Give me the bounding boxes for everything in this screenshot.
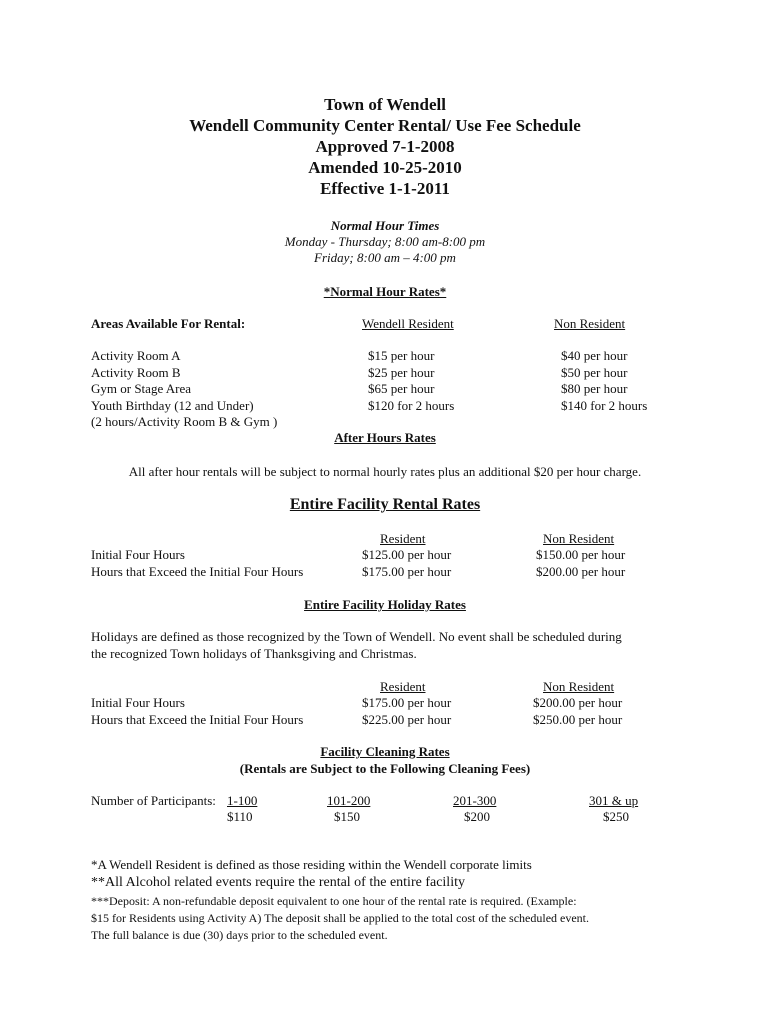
- normal-rates-heading: *Normal Hour Rates*: [323, 284, 447, 299]
- holiday-nonresident-rate: $250.00 per hour: [533, 711, 623, 727]
- holiday-nonresident-rate: $200.00 per hour: [533, 695, 623, 710]
- holiday-resident-rate: $225.00 per hour: [362, 711, 452, 727]
- area-name: Activity Room B: [91, 364, 181, 380]
- participants-range: 201-300: [453, 793, 497, 808]
- holiday-text-2: the recognized Town holidays of Thanksgiving and Christmas.: [91, 646, 417, 661]
- footnote-deposit-1: ***Deposit: A non-refundable deposit equivalent to one hour of the rental rate is required. (Example:: [91, 894, 577, 908]
- cleaning-fee: $110: [227, 809, 253, 824]
- doc-title: Town of Wendell: [324, 95, 446, 114]
- normal-hours-weekdays: Monday - Thursday; 8:00 am-8:00 pm: [284, 234, 486, 249]
- ef-resident-header: Resident: [380, 531, 426, 546]
- cleaning-heading: Facility Cleaning Rates: [320, 744, 450, 759]
- area-note: (2 hours/Activity Room B & Gym ): [91, 414, 278, 429]
- area-name: Youth Birthday (12 and Under): [91, 397, 254, 413]
- nonresident-rate: $50 per hour: [561, 364, 628, 380]
- areas-column: [91, 348, 277, 431]
- normal-hours-friday: Friday; 8:00 am – 4:00 pm: [314, 250, 456, 265]
- after-hours-heading: After Hours Rates: [334, 430, 436, 445]
- holiday-resident-header: Resident: [380, 679, 426, 694]
- nonresident-rate: $140 for 2 hours: [561, 397, 648, 413]
- nonresident-header: Non Resident: [554, 316, 626, 331]
- cleaning-fee: $150: [334, 809, 360, 824]
- normal-hours-heading: Normal Hour Times: [330, 218, 440, 233]
- holiday-resident-rate: $175.00 per hour: [362, 695, 452, 710]
- footnote-deposit-2: $15 for Residents using Activity A) The deposit shall be applied to the total cost of the scheduled event.: [91, 911, 590, 925]
- participants-range: 1-100: [227, 793, 258, 808]
- ef-nonresident-rate: $150.00 per hour: [536, 547, 626, 562]
- holiday-heading: Entire Facility Holiday Rates: [304, 597, 466, 612]
- resident-rate: $120 for 2 hours: [368, 397, 455, 413]
- footnote-deposit-3: The full balance is due (30) days prior to the scheduled event.: [91, 928, 388, 942]
- participants-range: 101-200: [327, 793, 371, 808]
- holiday-row-label: Initial Four Hours: [91, 695, 185, 710]
- ef-resident-rate: $125.00 per hour: [362, 547, 452, 562]
- resident-header: Wendell Resident: [362, 316, 454, 331]
- ef-nonresident-header: Non Resident: [543, 531, 615, 546]
- approved-date: Approved 7-1-2008: [315, 137, 455, 156]
- ef-row-label: Hours that Exceed the Initial Four Hours: [91, 563, 304, 579]
- ef-row-label: Initial Four Hours: [91, 547, 185, 562]
- nonresident-rate: $80 per hour: [561, 381, 628, 396]
- entire-facility-heading: Entire Facility Rental Rates: [289, 496, 481, 513]
- effective-date: Effective 1-1-2011: [320, 179, 450, 198]
- nonresident-rate: $40 per hour: [561, 348, 628, 363]
- ef-resident-rate: $175.00 per hour: [362, 563, 452, 579]
- resident-rate: $25 per hour: [368, 364, 435, 380]
- area-name: Activity Room A: [91, 348, 181, 363]
- participants-label: Number of Participants:: [91, 793, 216, 808]
- nonresident-rates-column: [561, 348, 647, 414]
- ef-nonresident-rate: $200.00 per hour: [536, 563, 626, 579]
- holiday-text-1: Holidays are defined as those recognized by the Town of Wendell. No event shall be scheduled during: [91, 629, 622, 644]
- participants-range: 301 & up: [589, 793, 639, 808]
- resident-rate: $65 per hour: [368, 381, 435, 396]
- resident-rates-column: [368, 348, 454, 414]
- cleaning-fee: $200: [464, 809, 490, 824]
- holiday-resident-rates: [362, 695, 451, 728]
- ef-nonresident-rates: [536, 547, 625, 580]
- holiday-nonresident-header: Non Resident: [543, 679, 615, 694]
- amended-date: Amended 10-25-2010: [308, 158, 462, 177]
- areas-header: Areas Available For Rental:: [91, 316, 246, 331]
- resident-rate: $15 per hour: [368, 348, 435, 363]
- footnote-alcohol: **All Alcohol related events require the rental of the entire facility: [91, 875, 465, 890]
- footnote-resident: *A Wendell Resident is defined as those residing within the Wendell corporate limits: [91, 857, 532, 872]
- ef-resident-rates: [362, 547, 451, 580]
- doc-subtitle: Wendell Community Center Rental/ Use Fee Schedule: [189, 116, 581, 135]
- after-hours-text: All after hour rentals will be subject to normal hourly rates plus an additional $20 per hour charge.: [128, 464, 642, 479]
- cleaning-subheading: (Rentals are Subject to the Following Cleaning Fees): [239, 761, 531, 776]
- holiday-labels: [91, 695, 303, 728]
- ef-labels: [91, 547, 303, 580]
- area-name: Gym or Stage Area: [91, 381, 192, 396]
- holiday-row-label: Hours that Exceed the Initial Four Hours: [91, 711, 304, 727]
- cleaning-fee: $250: [603, 809, 629, 824]
- holiday-nonresident-rates: [533, 695, 622, 728]
